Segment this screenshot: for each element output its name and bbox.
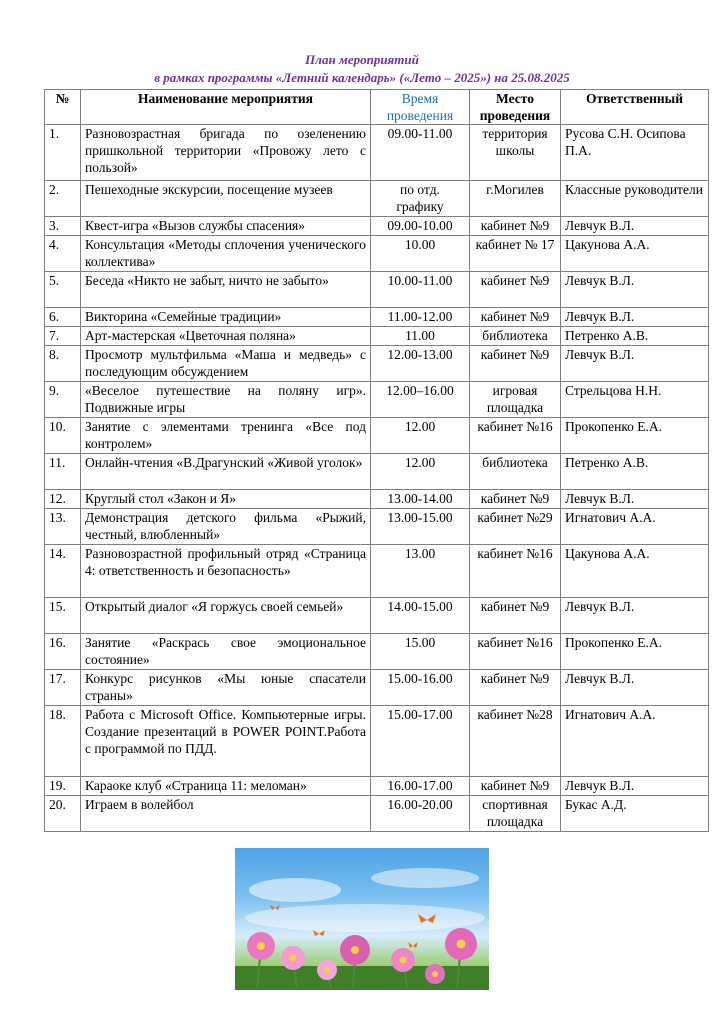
event-responsible: Левчук В.Л. [561, 670, 709, 706]
event-time: 12.00–16.00 [371, 382, 470, 418]
event-responsible: Левчук В.Л. [561, 777, 709, 796]
event-time: 09.00-11.00 [371, 125, 470, 181]
event-name: Конкурс рисунков «Мы юные спасатели страны» [81, 670, 371, 706]
event-place: территория школы [470, 125, 561, 181]
event-responsible: Петренко А.В. [561, 327, 709, 346]
event-time: 10.00 [371, 236, 470, 272]
table-row [45, 777, 709, 796]
event-responsible: Петренко А.В. [561, 454, 709, 490]
row-number: 10. [45, 418, 81, 454]
event-responsible: Букас А.Д. [561, 796, 709, 832]
row-number: 14. [45, 545, 81, 598]
row-number: 13. [45, 509, 81, 545]
event-responsible: Левчук В.Л. [561, 598, 709, 634]
event-name: Демонстрация детского фильма «Рыжий, честный, влюбленный» [81, 509, 371, 545]
event-name: Караоке клуб «Страница 11: меломан» [81, 777, 371, 796]
event-responsible: Левчук В.Л. [561, 217, 709, 236]
event-name: Пешеходные экскурсии, посещение музеев [81, 181, 371, 217]
table-row [45, 346, 709, 382]
col-header-number: № [45, 90, 81, 125]
event-place: кабинет № 17 [470, 236, 561, 272]
event-place: кабинет №9 [470, 777, 561, 796]
table-row [45, 418, 709, 454]
event-responsible: Цакунова А.А. [561, 545, 709, 598]
col-header-name: Наименование мероприятия [81, 90, 371, 125]
event-responsible: Прокопенко Е.А. [561, 418, 709, 454]
event-time: 10.00-11.00 [371, 272, 470, 308]
row-number: 6. [45, 308, 81, 327]
event-name: Онлайн-чтения «В.Драгунский «Живой уголок» [81, 454, 371, 490]
event-name: Викторина «Семейные традиции» [81, 308, 371, 327]
table-row [45, 181, 709, 217]
event-responsible: Стрельцова Н.Н. [561, 382, 709, 418]
table-row [45, 490, 709, 509]
event-name: Работа с Microsoft Office. Компьютерные игры. Создание презентаций в POWER POINT.Работа с программой по ПДД. [81, 706, 371, 777]
table-row [45, 706, 709, 777]
events-table [44, 89, 709, 832]
row-number: 17. [45, 670, 81, 706]
row-number: 1. [45, 125, 81, 181]
event-responsible: Левчук В.Л. [561, 308, 709, 327]
event-name: Занятие с элементами тренинга «Все под контролем» [81, 418, 371, 454]
event-name: Разновозрастной профильный отряд «Страница 4: ответственность и безопасность» [81, 545, 371, 598]
doc-subtitle: в рамках программы «Летний календарь» («Лето – 2025») на 25.08.2025 [154, 70, 570, 85]
event-responsible: Игнатович А.А. [561, 509, 709, 545]
event-time: 12.00-13.00 [371, 346, 470, 382]
table-row [45, 308, 709, 327]
event-name: Просмотр мультфильма «Маша и медведь» с последующим обсуждением [81, 346, 371, 382]
event-responsible: Прокопенко Е.А. [561, 634, 709, 670]
event-place: кабинет №9 [470, 272, 561, 308]
col-header-responsible: Ответственный [561, 90, 709, 125]
event-time: 16.00-20.00 [371, 796, 470, 832]
event-place: библиотека [470, 454, 561, 490]
event-place: г.Могилев [470, 181, 561, 217]
event-place: кабинет №9 [470, 670, 561, 706]
event-time: 09.00-10.00 [371, 217, 470, 236]
event-time: 11.00-12.00 [371, 308, 470, 327]
event-name: Круглый стол «Закон и Я» [81, 490, 371, 509]
event-time: 12.00 [371, 454, 470, 490]
row-number: 18. [45, 706, 81, 777]
event-responsible: Игнатович А.А. [561, 706, 709, 777]
event-time: 15.00-17.00 [371, 706, 470, 777]
event-place: кабинет №28 [470, 706, 561, 777]
row-number: 11. [45, 454, 81, 490]
event-name: Открытый диалог «Я горжусь своей семьей» [81, 598, 371, 634]
event-responsible: Цакунова А.А. [561, 236, 709, 272]
table-row [45, 382, 709, 418]
row-number: 3. [45, 217, 81, 236]
table-row [45, 217, 709, 236]
row-number: 5. [45, 272, 81, 308]
event-time: 15.00-16.00 [371, 670, 470, 706]
row-number: 2. [45, 181, 81, 217]
table-row [45, 796, 709, 832]
col-header-time: Время проведения [371, 90, 470, 125]
table-row [45, 598, 709, 634]
event-name: Занятие «Раскрась свое эмоциональное состояние» [81, 634, 371, 670]
row-number: 7. [45, 327, 81, 346]
row-number: 19. [45, 777, 81, 796]
event-time: 16.00-17.00 [371, 777, 470, 796]
doc-title: План мероприятий [305, 52, 419, 67]
event-place: кабинет №16 [470, 545, 561, 598]
row-number: 20. [45, 796, 81, 832]
event-time: 15.00 [371, 634, 470, 670]
flowers-butterflies-sky-picture [235, 848, 489, 990]
event-name: Играем в волейбол [81, 796, 371, 832]
event-name: Консультация «Методы сплочения ученического коллектива» [81, 236, 371, 272]
event-place: кабинет №16 [470, 418, 561, 454]
event-place: игровая площадка [470, 382, 561, 418]
event-place: кабинет №9 [470, 308, 561, 327]
table-row [45, 509, 709, 545]
event-place: кабинет №9 [470, 490, 561, 509]
event-time: по отд. графику [371, 181, 470, 217]
row-number: 9. [45, 382, 81, 418]
event-place: кабинет №29 [470, 509, 561, 545]
row-number: 8. [45, 346, 81, 382]
event-time: 11.00 [371, 327, 470, 346]
event-name: Разновозрастная бригада по озеленению пришкольной территории «Провожу лето с пользой» [81, 125, 371, 181]
event-place: кабинет №9 [470, 346, 561, 382]
event-responsible: Русова С.Н. Осипова П.А. [561, 125, 709, 181]
event-responsible: Классные руководители [561, 181, 709, 217]
event-responsible: Левчук В.Л. [561, 272, 709, 308]
event-place: кабинет №9 [470, 217, 561, 236]
table-row [45, 125, 709, 181]
event-name: Арт-мастерская «Цветочная поляна» [81, 327, 371, 346]
event-time: 13.00-14.00 [371, 490, 470, 509]
event-time: 13.00 [371, 545, 470, 598]
row-number: 16. [45, 634, 81, 670]
event-responsible: Левчук В.Л. [561, 346, 709, 382]
table-row [45, 634, 709, 670]
table-row [45, 327, 709, 346]
col-header-place: Место проведения [470, 90, 561, 125]
event-time: 12.00 [371, 418, 470, 454]
row-number: 15. [45, 598, 81, 634]
table-header-row [45, 90, 709, 125]
row-number: 4. [45, 236, 81, 272]
event-place: спортивная площадка [470, 796, 561, 832]
event-responsible: Левчук В.Л. [561, 490, 709, 509]
event-place: кабинет №9 [470, 598, 561, 634]
event-place: кабинет №16 [470, 634, 561, 670]
event-place: библиотека [470, 327, 561, 346]
table-row [45, 670, 709, 706]
table-row [45, 272, 709, 308]
event-time: 14.00-15.00 [371, 598, 470, 634]
row-number: 12. [45, 490, 81, 509]
event-name: Квест-игра «Вызов службы спасения» [81, 217, 371, 236]
flowers-butterflies-picture [235, 848, 489, 990]
table-row [45, 454, 709, 490]
table-row [45, 545, 709, 598]
event-name: «Веселое путешествие на поляну игр». Подвижные игры [81, 382, 371, 418]
event-time: 13.00-15.00 [371, 509, 470, 545]
event-name: Беседа «Никто не забыт, ничто не забыто» [81, 272, 371, 308]
table-row [45, 236, 709, 272]
